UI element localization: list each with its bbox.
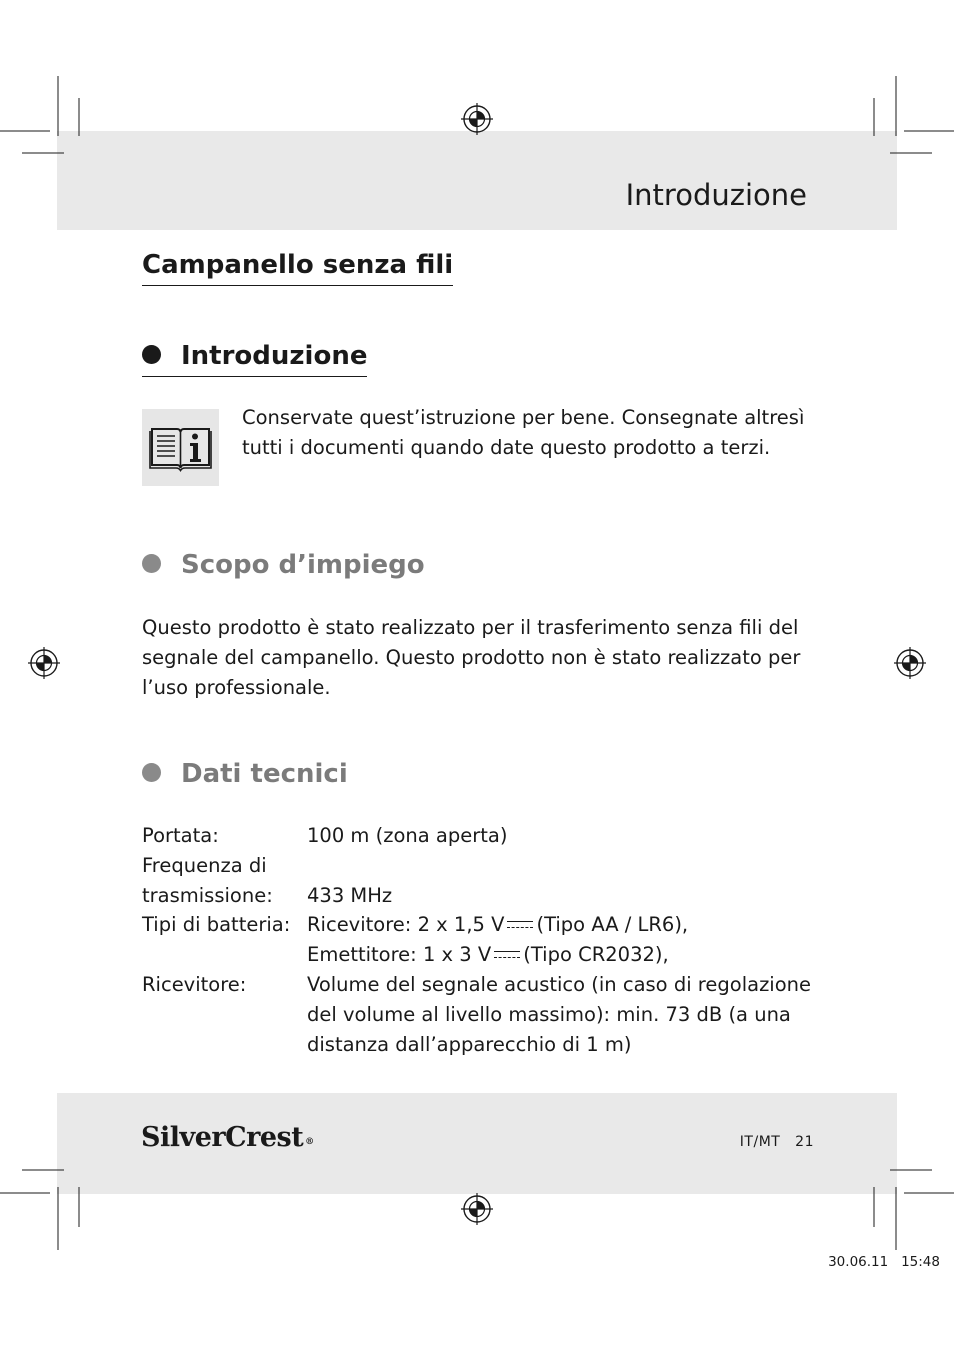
section-heading-technical-data: Dati tecnici — [142, 757, 348, 791]
spec-label-trasmissione: trasmissione: — [142, 884, 273, 907]
document-title: Campanello senza fili — [142, 248, 453, 286]
spec-label-ricevitore: Ricevitore: — [142, 973, 247, 996]
info-note-text: Conservate quest’istruzione per bene. Consegnate altresì tutti i documenti quando date questo prodotto a terzi. — [242, 406, 805, 459]
direct-current-symbol-icon — [494, 950, 520, 962]
spec-value-ricevitore-line-2: del volume al livello massimo): min. 73 dB (a una — [307, 1003, 791, 1026]
registration-mark-bottom-icon — [460, 1192, 494, 1226]
spec-value-frequenza: 433 MHz — [307, 884, 393, 907]
bullet-icon — [142, 554, 161, 573]
spec-label-portata: Portata: — [142, 824, 219, 847]
registration-mark-right-icon — [893, 646, 927, 680]
spec-label-frequenza: Frequenza di — [142, 854, 267, 877]
spec-label-batterie: Tipi di batteria: — [142, 913, 291, 936]
section-heading-introduction: Introduzione — [142, 339, 367, 377]
print-timestamp: 30.06.11 15:48 — [828, 1254, 940, 1270]
spec-value-ricevitore-line-1: Volume del segnale acustico (in caso di regolazione — [307, 973, 812, 996]
bullet-icon — [142, 345, 161, 364]
registration-mark-left-icon — [27, 646, 61, 680]
info-book-icon — [142, 409, 219, 486]
header-title: Introduzione — [625, 178, 807, 212]
spec-value-ricevitore-line-3: distanza dall’apparecchio di 1 m) — [307, 1033, 632, 1056]
spec-value-portata: 100 m (zona aperta) — [307, 824, 508, 847]
bullet-icon — [142, 763, 161, 782]
spec-value-batterie-emettitore: Emettitore: 1 x 3 V (Tipo CR2032), — [307, 943, 669, 966]
registration-mark-top-icon — [460, 102, 494, 136]
brand-logo: SilverCrest ® — [141, 1122, 314, 1153]
spec-value-batterie-ricevitore: Ricevitore: 2 x 1,5 V (Tipo AA / LR6), — [307, 913, 689, 936]
intended-use-text: Questo prodotto è stato realizzato per il trasferimento senza fili del segnale del campanello. Questo prodotto non è stato realizzato per l’uso professionale. — [142, 616, 801, 699]
page-number: IT/MT 21 — [739, 1134, 814, 1150]
direct-current-symbol-icon — [507, 920, 533, 932]
section-heading-intended-use: Scopo d’impiego — [142, 548, 425, 582]
